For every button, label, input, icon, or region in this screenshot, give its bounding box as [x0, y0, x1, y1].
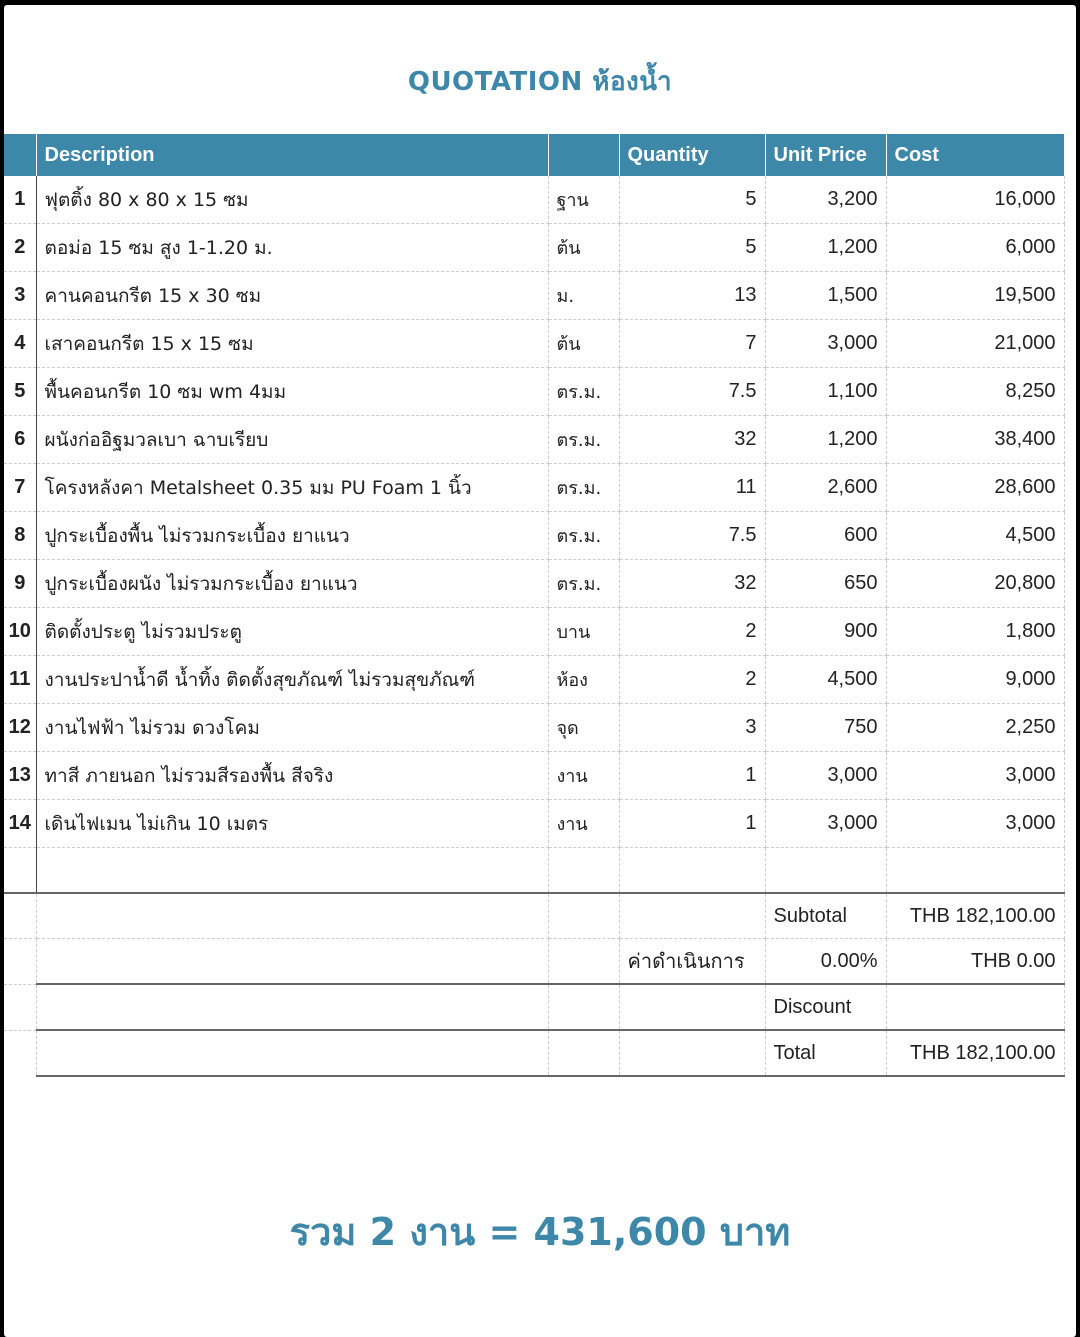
item-cost: 4,500 [886, 512, 1064, 560]
item-description: ทาสี ภายนอก ไม่รวมสีรองพื้น สีจริง [36, 752, 548, 800]
item-cost: 8,250 [886, 368, 1064, 416]
item-quantity: 2 [619, 656, 765, 704]
item-cost: 1,800 [886, 608, 1064, 656]
blank-cell [4, 984, 36, 1030]
blank-row [4, 848, 1064, 894]
item-cost: 28,600 [886, 464, 1064, 512]
item-description: เดินไฟเมน ไม่เกิน 10 เมตร [36, 800, 548, 848]
item-quantity: 3 [619, 704, 765, 752]
table-row [4, 176, 1064, 224]
item-unit: ฐาน [548, 176, 619, 224]
header-description: Description [36, 134, 548, 176]
item-cost: 20,800 [886, 560, 1064, 608]
item-unit: จุด [548, 704, 619, 752]
blank-cell [886, 848, 1064, 894]
item-quantity: 5 [619, 176, 765, 224]
table-row [4, 416, 1064, 464]
item-number: 5 [4, 368, 36, 416]
item-description: ผนังก่ออิฐมวลเบา ฉาบเรียบ [36, 416, 548, 464]
item-unit-price: 4,500 [765, 656, 886, 704]
subtotal-label: Subtotal [765, 893, 886, 939]
item-quantity: 1 [619, 800, 765, 848]
header-unit [548, 134, 619, 176]
item-quantity: 1 [619, 752, 765, 800]
item-quantity: 7.5 [619, 368, 765, 416]
item-number: 11 [4, 656, 36, 704]
item-description: ตอม่อ 15 ซม สูง 1-1.20 ม. [36, 224, 548, 272]
item-unit: ต้น [548, 224, 619, 272]
grand-total: รวม 2 งาน = 431,600 บาท [289, 1210, 791, 1254]
item-number: 13 [4, 752, 36, 800]
discount-label: Discount [765, 984, 886, 1030]
item-quantity: 5 [619, 224, 765, 272]
item-unit: ตร.ม. [548, 512, 619, 560]
item-unit-price: 2,600 [765, 464, 886, 512]
fee-value: THB 0.00 [886, 939, 1064, 985]
item-quantity: 2 [619, 608, 765, 656]
item-unit-price: 600 [765, 512, 886, 560]
blank-cell [4, 848, 36, 894]
table-row [4, 464, 1064, 512]
item-cost: 9,000 [886, 656, 1064, 704]
item-unit: ตร.ม. [548, 464, 619, 512]
item-number: 9 [4, 560, 36, 608]
items-body [4, 176, 1064, 848]
blank-cell [548, 984, 619, 1030]
item-description: คานคอนกรีต 15 x 30 ซม [36, 272, 548, 320]
quotation-page [4, 5, 1076, 1337]
item-number: 3 [4, 272, 36, 320]
blank-cell [548, 848, 619, 894]
item-description: เสาคอนกรีต 15 x 15 ซม [36, 320, 548, 368]
item-unit: ห้อง [548, 656, 619, 704]
item-cost: 21,000 [886, 320, 1064, 368]
item-unit: ตร.ม. [548, 560, 619, 608]
item-unit-price: 1,200 [765, 224, 886, 272]
item-cost: 38,400 [886, 416, 1064, 464]
item-cost: 16,000 [886, 176, 1064, 224]
item-description: ฟุตติ้ง 80 x 80 x 15 ซม [36, 176, 548, 224]
item-number: 2 [4, 224, 36, 272]
item-unit-price: 750 [765, 704, 886, 752]
item-quantity: 7 [619, 320, 765, 368]
blank-cell [619, 984, 765, 1030]
item-unit-price: 1,200 [765, 416, 886, 464]
item-description: พื้นคอนกรีต 10 ซม wm 4มม [36, 368, 548, 416]
item-number: 12 [4, 704, 36, 752]
blank-cell [4, 1030, 36, 1076]
item-quantity: 11 [619, 464, 765, 512]
blank-cell [36, 848, 548, 894]
item-number: 14 [4, 800, 36, 848]
item-quantity: 32 [619, 416, 765, 464]
item-quantity: 32 [619, 560, 765, 608]
header-no [4, 134, 36, 176]
item-unit: บาน [548, 608, 619, 656]
item-unit-price: 3,000 [765, 800, 886, 848]
item-quantity: 7.5 [619, 512, 765, 560]
blank-cell [4, 939, 36, 985]
blank-cell [548, 1030, 619, 1076]
blank-cell [4, 893, 36, 939]
item-description: ปูกระเบื้องผนัง ไม่รวมกระเบื้อง ยาแนว [36, 560, 548, 608]
item-description: งานไฟฟ้า ไม่รวม ดวงโคม [36, 704, 548, 752]
table-row [4, 368, 1064, 416]
item-unit: ตร.ม. [548, 368, 619, 416]
item-unit-price: 900 [765, 608, 886, 656]
item-number: 10 [4, 608, 36, 656]
quotation-table [4, 134, 1065, 1077]
item-description: โครงหลังคา Metalsheet 0.35 มม PU Foam 1 นิ้ว [36, 464, 548, 512]
total-value: THB 182,100.00 [886, 1030, 1064, 1076]
blank-cell [619, 848, 765, 894]
page-title: QUOTATION ห้องน้ำ [407, 67, 673, 97]
fee-percent: 0.00% [765, 939, 886, 985]
item-cost: 19,500 [886, 272, 1064, 320]
item-unit-price: 3,000 [765, 752, 886, 800]
item-unit-price: 3,000 [765, 320, 886, 368]
item-unit: งาน [548, 800, 619, 848]
header-quantity: Quantity [619, 134, 765, 176]
blank-cell [619, 893, 765, 939]
blank-cell [548, 939, 619, 985]
item-number: 4 [4, 320, 36, 368]
table-row [4, 704, 1064, 752]
blank-cell [548, 893, 619, 939]
item-unit-price: 1,100 [765, 368, 886, 416]
blank-cell [36, 893, 548, 939]
fee-row [4, 939, 1064, 985]
fee-label: ค่าดำเนินการ [619, 939, 765, 985]
blank-cell [36, 939, 548, 985]
subtotal-value: THB 182,100.00 [886, 893, 1064, 939]
item-cost: 6,000 [886, 224, 1064, 272]
subtotal-row [4, 893, 1064, 939]
table-row [4, 752, 1064, 800]
item-number: 6 [4, 416, 36, 464]
blank-cell [619, 1030, 765, 1076]
header-unit-price: Unit Price [765, 134, 886, 176]
table-row [4, 800, 1064, 848]
table-row [4, 224, 1064, 272]
item-description: ติดตั้งประตู ไม่รวมประตู [36, 608, 548, 656]
total-label: Total [765, 1030, 886, 1076]
table-header-row [4, 134, 1064, 176]
table-row [4, 560, 1064, 608]
item-cost: 3,000 [886, 752, 1064, 800]
item-unit: ต้น [548, 320, 619, 368]
table-row [4, 656, 1064, 704]
blank-cell [36, 1030, 548, 1076]
item-description: ปูกระเบื้องพื้น ไม่รวมกระเบื้อง ยาแนว [36, 512, 548, 560]
table-row [4, 272, 1064, 320]
item-number: 1 [4, 176, 36, 224]
blank-cell [36, 984, 548, 1030]
item-number: 7 [4, 464, 36, 512]
table-row [4, 608, 1064, 656]
item-quantity: 13 [619, 272, 765, 320]
discount-value [886, 984, 1064, 1030]
item-unit-price: 3,200 [765, 176, 886, 224]
item-description: งานประปาน้ำดี น้ำทิ้ง ติดตั้งสุขภัณฑ์ ไม่รวมสุขภัณฑ์ [36, 656, 548, 704]
header-cost: Cost [886, 134, 1064, 176]
item-unit-price: 650 [765, 560, 886, 608]
item-number: 8 [4, 512, 36, 560]
item-unit: ม. [548, 272, 619, 320]
item-unit: ตร.ม. [548, 416, 619, 464]
table-row [4, 320, 1064, 368]
total-row [4, 1030, 1064, 1076]
item-unit-price: 1,500 [765, 272, 886, 320]
item-unit: งาน [548, 752, 619, 800]
blank-cell [765, 848, 886, 894]
summary-body [4, 848, 1064, 1077]
discount-row [4, 984, 1064, 1030]
item-cost: 3,000 [886, 800, 1064, 848]
table-row [4, 512, 1064, 560]
item-cost: 2,250 [886, 704, 1064, 752]
